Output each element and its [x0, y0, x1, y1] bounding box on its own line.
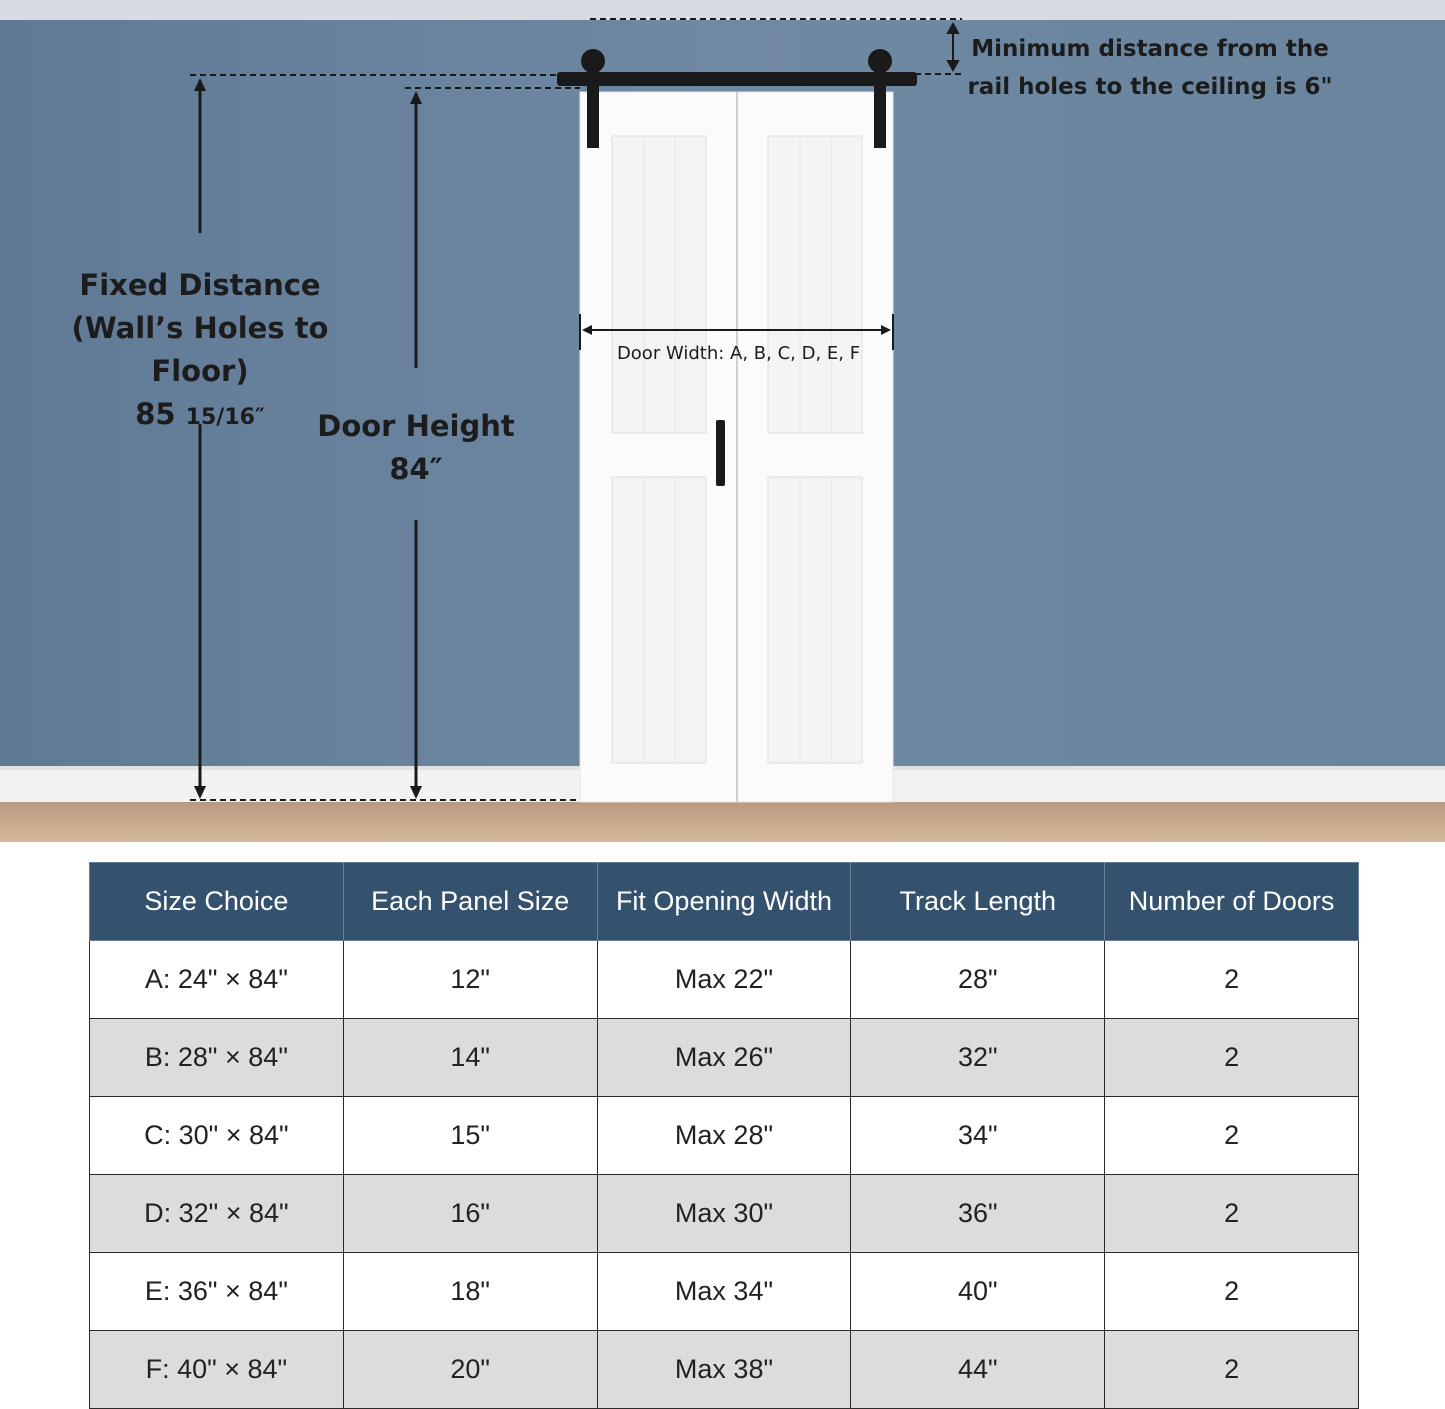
cell-size: A: 24" × 84"	[90, 941, 344, 1019]
cell-track: 44"	[851, 1331, 1105, 1409]
cell-opening: Max 34"	[597, 1253, 851, 1331]
fixed-distance-value: 85	[135, 397, 176, 431]
cell-doors: 2	[1105, 1253, 1359, 1331]
cell-size: E: 36" × 84"	[90, 1253, 344, 1331]
cell-opening: Max 26"	[597, 1019, 851, 1097]
door-height-label	[300, 405, 532, 491]
header-panel-size: Each Panel Size	[343, 863, 597, 941]
cell-opening: Max 30"	[597, 1175, 851, 1253]
table-row	[90, 1097, 1359, 1175]
ceiling	[0, 0, 1445, 20]
table-row	[90, 1253, 1359, 1331]
floor	[0, 802, 1445, 842]
table-row	[90, 1175, 1359, 1253]
cell-panel: 16"	[343, 1175, 597, 1253]
cell-size: C: 30" × 84"	[90, 1097, 344, 1175]
cell-panel: 20"	[343, 1331, 597, 1409]
cell-doors: 2	[1105, 941, 1359, 1019]
cell-opening: Max 28"	[597, 1097, 851, 1175]
header-track-length: Track Length	[851, 863, 1105, 941]
ceiling-note-line2: rail holes to the ceiling is 6"	[967, 74, 1333, 100]
cell-opening: Max 22"	[597, 941, 851, 1019]
table-row	[90, 1331, 1359, 1409]
cell-panel: 12"	[343, 941, 597, 1019]
cell-size: D: 32" × 84"	[90, 1175, 344, 1253]
cell-doors: 2	[1105, 1175, 1359, 1253]
cell-track: 32"	[851, 1019, 1105, 1097]
barn-door	[580, 92, 893, 802]
cell-opening: Max 38"	[597, 1331, 851, 1409]
fixed-distance-line2: (Wall’s Holes to Floor)	[71, 311, 329, 388]
door-handle	[716, 420, 725, 486]
fixed-distance-line1: Fixed Distance	[79, 268, 321, 302]
cell-size: F: 40" × 84"	[90, 1331, 344, 1409]
table-header-row	[90, 863, 1359, 941]
door-width-label: Door Width: A, B, C, D, E, F	[616, 343, 861, 364]
cell-panel: 18"	[343, 1253, 597, 1331]
cell-track: 34"	[851, 1097, 1105, 1175]
cell-panel: 14"	[343, 1019, 597, 1097]
door-height-value: 84″	[389, 452, 443, 486]
cell-size: B: 28" × 84"	[90, 1019, 344, 1097]
size-table-container	[89, 862, 1359, 1409]
header-number-of-doors: Number of Doors	[1105, 863, 1359, 941]
size-table	[89, 862, 1359, 1409]
cell-doors: 2	[1105, 1019, 1359, 1097]
cell-track: 40"	[851, 1253, 1105, 1331]
cell-doors: 2	[1105, 1097, 1359, 1175]
ceiling-distance-note	[960, 30, 1340, 106]
table-row	[90, 941, 1359, 1019]
cell-track: 28"	[851, 941, 1105, 1019]
table-row	[90, 1019, 1359, 1097]
door-height-title: Door Height	[317, 409, 515, 443]
ceiling-note-line1: Minimum distance from the	[971, 36, 1329, 62]
cell-doors: 2	[1105, 1331, 1359, 1409]
header-size-choice: Size Choice	[90, 863, 344, 941]
header-opening-width: Fit Opening Width	[597, 863, 851, 941]
cell-track: 36"	[851, 1175, 1105, 1253]
cell-panel: 15"	[343, 1097, 597, 1175]
fixed-distance-fraction: 15/16″	[185, 405, 265, 430]
